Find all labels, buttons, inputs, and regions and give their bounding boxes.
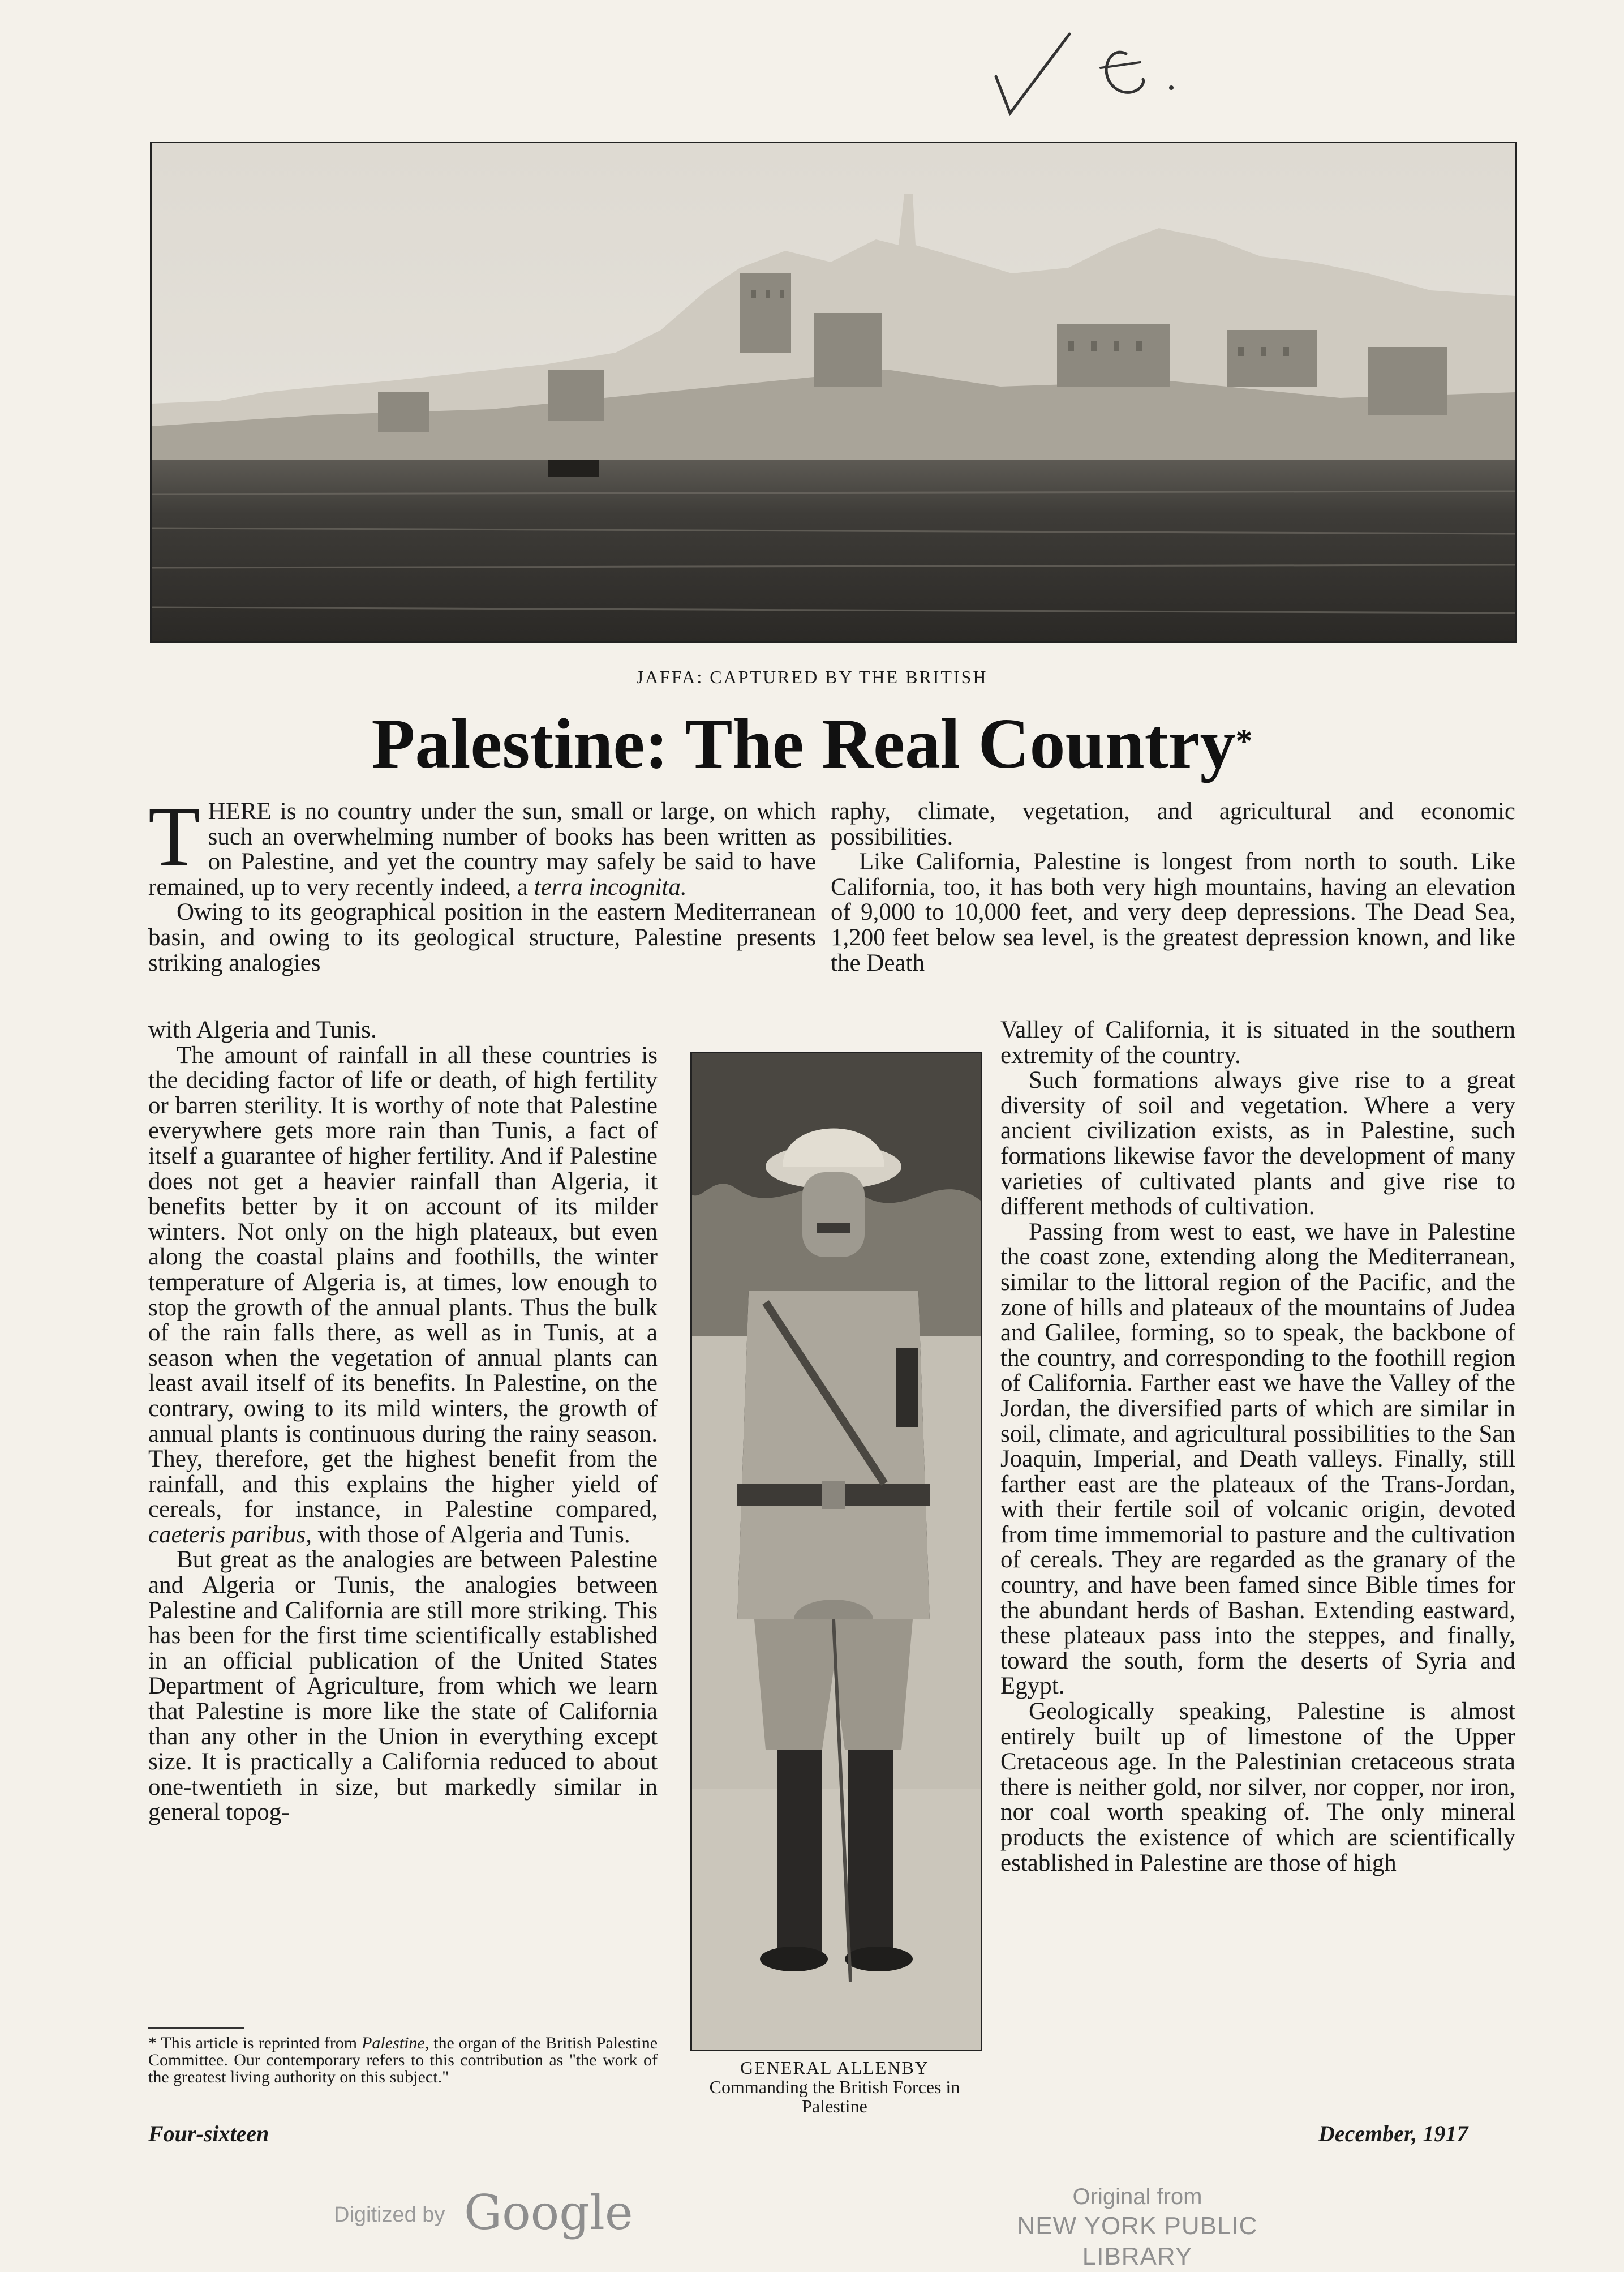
column-2-upper bbox=[831, 799, 1515, 976]
paragraph: Owing to its geographical position in the eastern Mediterranean basin, and owing to its geological structure, Palestine presents striking analogies bbox=[148, 899, 816, 976]
column-1-lower bbox=[148, 1018, 658, 1825]
allenby-photo-caption bbox=[671, 2058, 999, 2116]
footnote bbox=[148, 2035, 658, 2086]
paragraph: with Algeria and Tunis. bbox=[148, 1017, 377, 1043]
paragraph bbox=[148, 790, 816, 901]
original-from-watermark bbox=[962, 2183, 1313, 2272]
library-name: NEW YORK PUBLIC LIBRARY bbox=[1017, 2212, 1258, 2270]
jaffa-harbor-photo bbox=[150, 142, 1517, 643]
paragraph-text: with those of Algeria and Tunis. bbox=[317, 1521, 630, 1548]
paragraph: Geologically speaking, Palestine is almost entirely built up of limestone of the Upper Cretaceous age. In the Palestinian cretaceous strata there is neither gold, nor silver, nor copper, nor iron, nor coal worth speaking of. The only mineral products the existence of which are scientifically established in Palestine are those of high bbox=[1000, 1698, 1515, 1876]
city-harbor-photo-icon bbox=[152, 143, 1515, 641]
original-from-text: Original from bbox=[1072, 2184, 1202, 2209]
paragraph: Valley of California, it is situated in the southern extremity of the country. bbox=[1000, 1017, 1515, 1069]
caption-subtitle-line-2: Palestine bbox=[802, 2096, 867, 2116]
paragraph: Like California, Palestine is longest from north to south. Like California, too, it has both very high mountains, having an elevation of 9,000 to 10,000 feet, and very deep depressions. The Dead Sea, 1,200 feet below sea level, is the greatest depression known, and like the Death bbox=[831, 848, 1515, 976]
footnote-rule bbox=[148, 2027, 244, 2029]
column-2-lower bbox=[1000, 1018, 1515, 1876]
footnote-text: the organ of the British Palestine Committee. Our contemporary refers to this contribution as "the work of the greatest living authority on this subject." bbox=[148, 2034, 658, 2086]
page-number: Four-sixteen bbox=[148, 2121, 269, 2146]
paragraph: But great as the analogies are between Palestine and Algeria or Tunis, the analogies between Palestine and California are still more striking. This has been for the first time scientifically established in an official publication of the United States Department of Agriculture, from which we learn that Palestine is more like the state of California than any other in the Union in everything except size. It is practically a California reduced to about one-twentieth in size, but markedly similar in general topog- bbox=[148, 1546, 658, 1826]
paragraph: Passing from west to east, we have in Palestine the coast zone, extending along the Mediterranean, similar to the littoral region of the Pacific, and the zone of hills and plateaux of the mountains of Judea and Galilee, forming, so to speak, the backbone of the country, and corresponding to the foothill region of California. Farther east we have the Valley of the Jordan, the diversified parts of which are similar in soil, climate, and agricultural possibilities to the San Joaquin, Imperial, and Death valleys. Finally, still farther east are the plateaux of the Trans-Jordan, with their fertile soil of volcanic origin, devoted from time immemorial to pasture and the cultivation of cereals. They are regarded as the granary of the country, and have been famed since Bible times for the abundant herds of Bashan. Extending eastward, these plateaux pass into the steppes, and finally, toward the south, form the deserts of Syria and Egypt. bbox=[1000, 1218, 1515, 1700]
footnote-italic: Palestine, bbox=[362, 2034, 429, 2052]
article-headline bbox=[0, 702, 1624, 787]
digitized-by-text: Digitized by bbox=[334, 2203, 445, 2227]
soldier-portrait-photo-icon bbox=[692, 1053, 981, 2050]
italic-text: caeteris paribus, bbox=[148, 1521, 312, 1548]
caption-name: GENERAL ALLENBY bbox=[740, 2057, 929, 2078]
paragraph: raphy, climate, vegetation, and agricultural and economic possibilities. bbox=[831, 798, 1515, 850]
column-1-upper bbox=[148, 790, 816, 976]
digitized-by-watermark bbox=[334, 2185, 639, 2241]
italic-text: terra incognita. bbox=[534, 873, 687, 901]
paragraph-text: The amount of rainfall in all these countries is the deciding factor of life or death, of high fertility or barren sterility. It is worthy of note that Palestine everywhere gets more rain than Tunis, a fact of itself a guarantee of higher fertility. And if Palestine does not get a heavier rainfall than Algeria, it benefits better by it on account of its milder winters. Not only on the high plateaux, but even along the coastal plains and foothills, the winter temperature of Algeria is, at times, low enough to stop the growth of the annual plants. Thus the bulk of the rain falls there, as well as in Tunis, at a season when the vegetation of annual plants can least avail itself of its benefits. In Palestine, on the contrary, owing to its mild winters, the growth of annual plants is continuous during the rainy season. They, therefore, get the highest benefit from the rainfall, and this explains the higher yield of cereals, for instance, in Palestine compared, bbox=[148, 1041, 658, 1523]
caption-subtitle-line-1: Commanding the British Forces in bbox=[709, 2077, 960, 2097]
paragraph bbox=[148, 1043, 658, 1548]
top-photo-caption: JAFFA: CAPTURED BY THE BRITISH bbox=[636, 667, 988, 687]
headline-text: Palestine: The Real Country bbox=[371, 705, 1236, 783]
google-logo: Google bbox=[464, 2185, 633, 2240]
paragraph-text: HERE is no country under the sun, small or large, on which such an overwhelming number of books has been written as on Palestine, and yet the country may safely be said to have remained, up to very recently indeed, a bbox=[148, 798, 816, 901]
handwritten-check-mark-icon bbox=[985, 23, 1211, 119]
paragraph: Such formations always give rise to a great diversity of soil and vegetation. Where a very ancient civilization exists, as in Palestine, such formations likewise favor the development of many varieties of cultivated plants and give rise to different methods of cultivation. bbox=[1000, 1067, 1515, 1220]
general-allenby-photo bbox=[690, 1052, 982, 2051]
headline-footnote-mark: * bbox=[1235, 722, 1253, 760]
issue-date: December, 1917 bbox=[1318, 2121, 1468, 2146]
drop-cap: T bbox=[148, 790, 200, 884]
footnote-text: * This article is reprinted from bbox=[148, 2034, 358, 2052]
